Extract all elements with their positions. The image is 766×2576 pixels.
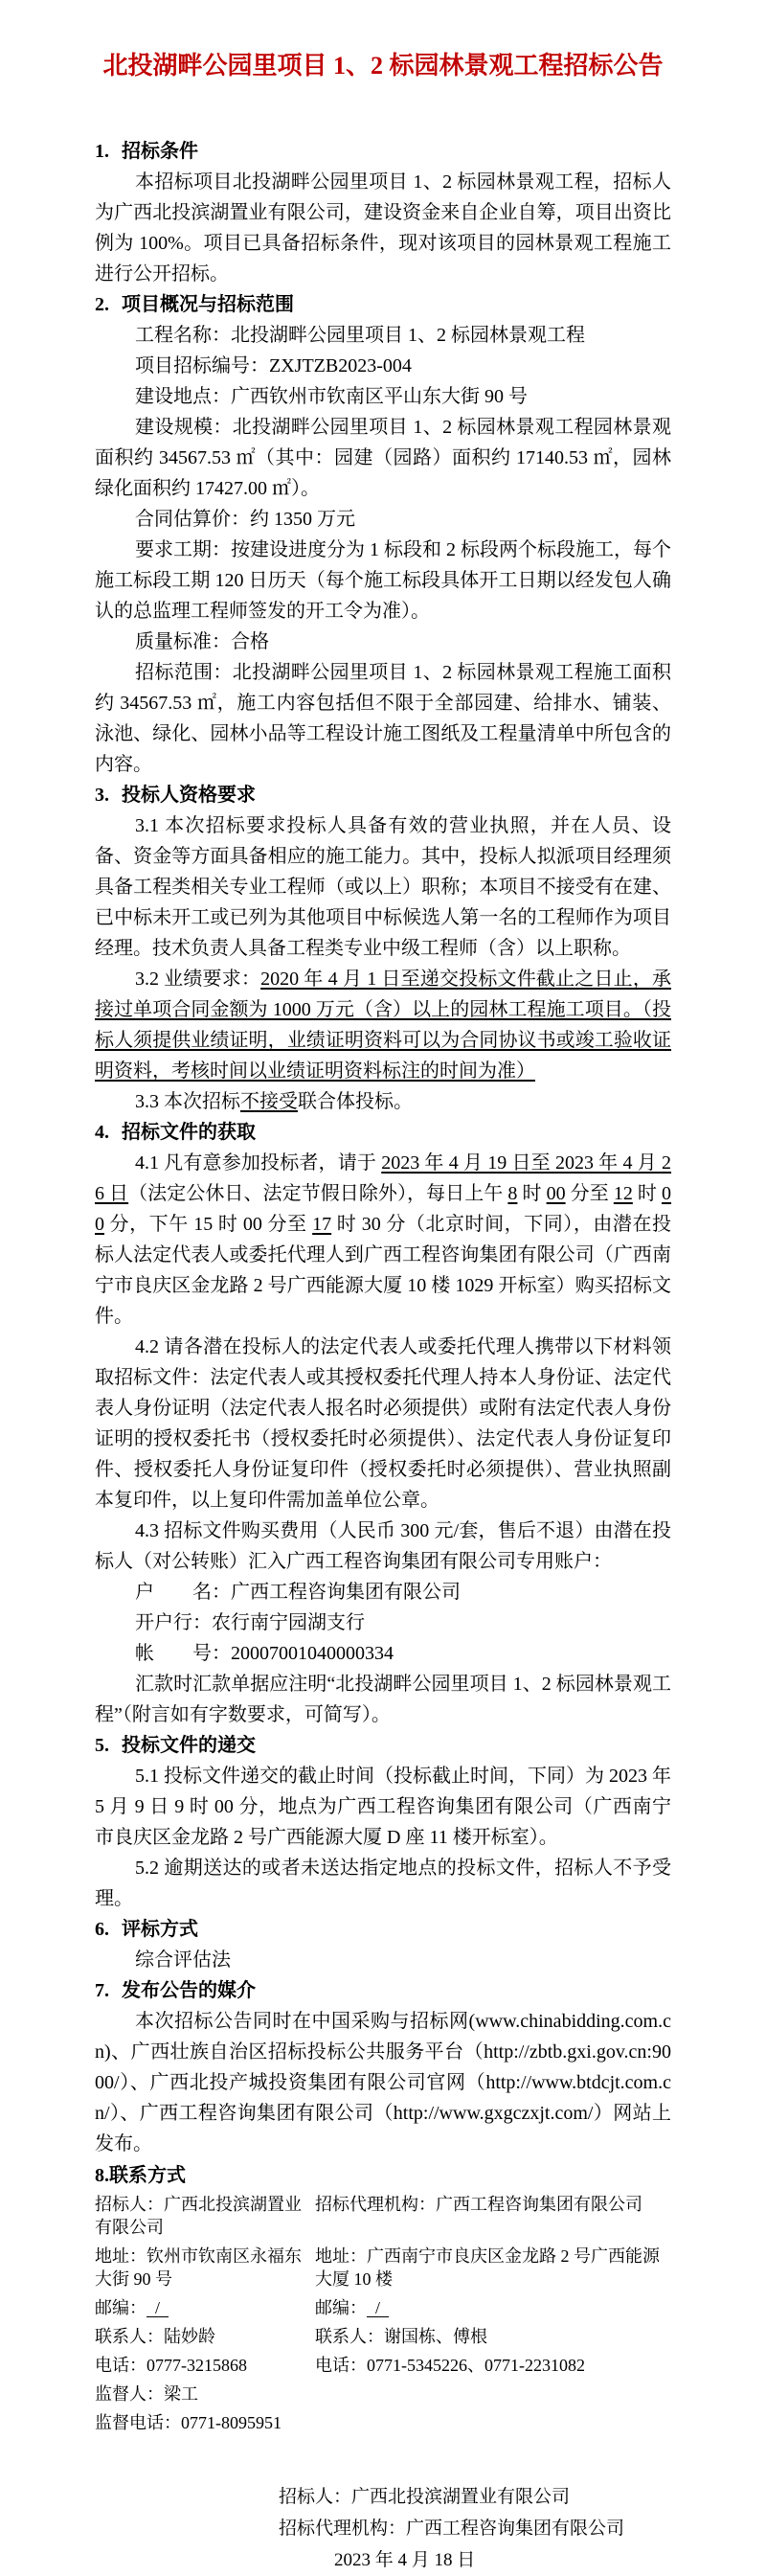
contact-right-cell — [315, 2325, 671, 2348]
text-run: 招标人：广西北投滨湖置业有限公司 — [95, 2195, 302, 2237]
document-content — [95, 0, 671, 2576]
contact-left-cell — [95, 2193, 315, 2239]
contact-right-cell — [315, 2296, 671, 2319]
text-run: 电话：0777-3215868 — [95, 2356, 247, 2375]
contact-left-cell — [95, 2325, 315, 2348]
contact-right-cell — [315, 2354, 671, 2377]
underlined-text-run: 2023 年 4 月 19 日至 2023 年 4 月 26 日 — [95, 1152, 672, 1204]
text-run: 开户行：农行南宁园湖支行 — [135, 1612, 365, 1633]
text-run: 本次招标公告同时在中国采购与招标网(www.chinabidding.com.cn)、广西壮族自治区招标投标公共服务平台（http://zbtb.gxi.gov.cn:9000/）、广西北投产城投资集团有限公司官网（http://www.btdcjt.com.cn/）、广西工程咨询集团有限公司（http://www.gxgczxjt.com/）网站上发布。 — [95, 2011, 671, 2154]
contact-right-cell — [315, 2245, 671, 2291]
contact-left-cell — [95, 2245, 315, 2291]
paragraph — [95, 1332, 671, 1516]
text-run: 地址：钦州市钦南区永福东大街 90 号 — [95, 2246, 302, 2289]
text-run: 要求工期：按建设进度分为 1 标段和 2 标段两个标段施工，每个施工标段工期 120 日历天（每个施工标段具体开工日期以经发包人确认的总监理工程师签发的开工令为准）。 — [95, 539, 671, 622]
section-heading — [95, 289, 671, 320]
text-run: 时 — [517, 1183, 547, 1204]
paragraph — [95, 1853, 671, 1914]
paragraph — [95, 412, 671, 504]
section-title: 发布公告的媒介 — [122, 1980, 256, 2001]
text-run: 帐 号：20007001040000334 — [135, 1643, 394, 1664]
text-run: 综合评估法 — [135, 1949, 231, 1971]
section-number: 7. — [95, 1980, 109, 2001]
text-run: 招标代理机构：广西工程咨询集团有限公司 — [315, 2195, 642, 2214]
paragraph — [95, 167, 671, 289]
document-section — [95, 780, 671, 1117]
text-run: 合同估算价：约 1350 万元 — [135, 509, 355, 530]
underlined-text-run: 不接受 — [240, 1091, 298, 1112]
section-heading — [95, 1914, 671, 1945]
section-number: 6. — [95, 1919, 109, 1940]
section-number: 1. — [95, 141, 109, 162]
document-section — [95, 1730, 671, 1914]
paragraph — [95, 1638, 671, 1669]
text-run: 联合体投标。 — [298, 1091, 413, 1112]
section-heading — [95, 780, 671, 810]
section-heading — [95, 1975, 671, 2006]
paragraph — [95, 535, 671, 627]
text-run: 汇款时汇款单据应注明“北投湖畔公园里项目 1、2 标园林景观工程”（附言如有字数要求，可简写）。 — [95, 1674, 671, 1725]
section-title: 招标文件的获取 — [122, 1122, 256, 1143]
paragraph — [95, 320, 671, 351]
paragraph — [95, 1607, 671, 1638]
document-title: 北投湖畔公园里项目 1、2 标园林景观工程招标公告 — [102, 52, 664, 80]
contact-section-heading: 8.联系方式 — [95, 2165, 186, 2186]
underlined-text-run: 00 — [546, 1183, 566, 1204]
text-run: 时 — [632, 1183, 663, 1204]
paragraph — [95, 1086, 671, 1117]
section-title: 招标条件 — [122, 141, 198, 162]
section-title: 评标方式 — [122, 1919, 198, 1940]
text-run: 4.3 招标文件购买费用（人民币 300 元/套，售后不退）由潜在投标人（对公转账）汇入广西工程咨询集团有限公司专用账户： — [95, 1520, 671, 1572]
text-run: 工程名称：北投湖畔公园里项目 1、2 标园林景观工程 — [135, 325, 585, 346]
text-run: 招标范围：北投湖畔公园里项目 1、2 标园林景观工程施工面积约 34567.53 ㎡，施工内容包括但不限于全部园建、给排水、铺装、泳池、绿化、园林小品等工程设计施工图纸及工程量清单中所包含的内容。 — [95, 662, 671, 775]
paragraph — [95, 1761, 671, 1853]
contact-left-cell — [95, 2296, 315, 2319]
signature-tenderer: 招标人：广西北投滨湖置业有限公司 — [279, 2487, 571, 2507]
text-run: 监督电话：0771-8095951 — [95, 2413, 282, 2432]
text-run: 4.2 请各潜在投标人的法定代表人或委托代理人携带以下材料领取招标文件：法定代表人或其授权委托代理人持本人身份证、法定代表人身份证明（法定代表人报名时必须提供）或附有法定代表人身份证明的授权委托书（授权委托时必须提供）、法定代表人身份证复印件、授权委托人身份证复印件（授权委托时必须提供）、营业执照副本复印件，以上复印件需加盖单位公章。 — [95, 1336, 671, 1511]
section-title: 投标文件的递交 — [122, 1735, 256, 1756]
section-title: 投标人资格要求 — [122, 785, 256, 806]
paragraph — [95, 1516, 671, 1577]
paragraph — [95, 657, 671, 780]
text-run: 4.1 凡有意参加投标者，请于 — [135, 1152, 382, 1174]
text-run: 质量标准：合格 — [135, 631, 269, 652]
text-run: 建设地点：广西钦州市钦南区平山东大街 90 号 — [135, 386, 528, 407]
paragraph — [95, 810, 671, 964]
underlined-text-run: / — [146, 2298, 169, 2317]
paragraph — [95, 1669, 671, 1730]
paragraph — [95, 2006, 671, 2159]
paragraph — [95, 627, 671, 657]
contact-left-cell — [95, 2382, 315, 2405]
section-number: 2. — [95, 294, 109, 315]
contact-right-cell — [315, 2193, 671, 2239]
underlined-text-run: 8 — [507, 1183, 518, 1204]
contact-section — [95, 2161, 671, 2437]
text-run: 时 30 分（北京时间，下同），由潜在投标人法定代表人或委托代理人到广西工程咨询集团有限公司（广西南宁市良庆区金龙路 2 号广西能源大厦 10 楼 1029 开标室）购买招标文件。 — [95, 1214, 672, 1327]
document-section — [95, 1914, 671, 1975]
text-run: 地址：广西南宁市良庆区金龙路 2 号广西能源大厦 10 楼 — [315, 2246, 660, 2289]
signature-block — [95, 2481, 671, 2576]
section-title: 项目概况与招标范围 — [122, 294, 294, 315]
underlined-text-run: / — [367, 2298, 390, 2317]
contact-left-cell — [95, 2411, 315, 2434]
section-heading — [95, 136, 671, 167]
contact-left-cell — [95, 2354, 315, 2377]
text-run: 本招标项目北投湖畔公园里项目 1、2 标园林景观工程，招标人为广西北投滨湖置业有限公司，建设资金来自企业自筹，项目出资比例为 100%。项目已具备招标条件，现对该项目的园林景观工程施工进行公开招标。 — [95, 171, 671, 285]
contact-grid — [95, 2190, 671, 2437]
text-run: 5.2 逾期送达的或者未送达指定地点的投标文件，招标人不予受理。 — [95, 1858, 671, 1909]
text-run: 监督人：梁工 — [95, 2384, 198, 2404]
text-run: 户 名：广西工程咨询集团有限公司 — [135, 1582, 461, 1603]
paragraph — [95, 964, 671, 1086]
text-run: 分至 — [565, 1183, 614, 1204]
section-heading — [95, 1730, 671, 1761]
paragraph — [95, 381, 671, 412]
text-run: 邮编： — [95, 2298, 146, 2317]
paragraph — [95, 504, 671, 535]
text-run: 项目招标编号：ZXJTZB2023-004 — [135, 355, 412, 376]
text-run: 3.2 业绩要求： — [135, 969, 261, 990]
sections-container — [95, 136, 671, 2159]
text-run: 建设规模：北投湖畔公园里项目 1、2 标园林景观工程园林景观面积约 34567.53 ㎡（其中：园建（园路）面积约 17140.53 ㎡，园林绿化面积约 17427.00 ㎡）。 — [95, 417, 671, 499]
text-run: 3.3 本次招标 — [135, 1091, 240, 1112]
text-run: 联系人：陆妙龄 — [95, 2327, 215, 2346]
underlined-text-run: 00 — [95, 1183, 672, 1235]
underlined-text-run: 12 — [613, 1183, 633, 1204]
document-section — [95, 1975, 671, 2159]
underlined-text-run: 17 — [312, 1214, 332, 1235]
signature-agency: 招标代理机构：广西工程咨询集团有限公司 — [279, 2519, 625, 2539]
text-run: 联系人：谢国栋、傅根 — [315, 2327, 487, 2346]
text-run: （法定公休日、法定节假日除外），每日上午 — [128, 1183, 508, 1204]
contact-right-cell — [315, 2382, 671, 2405]
document-section — [95, 1117, 671, 1730]
document-section — [95, 136, 671, 289]
text-run: 5.1 投标文件递交的截止时间（投标截止时间，下同）为 2023 年 5 月 9 日 9 时 00 分，地点为广西工程咨询集团有限公司（广西南宁市良庆区金龙路 2 号广西能源大厦 D 座 11 楼开标室）。 — [95, 1766, 671, 1848]
text-run: 3.1 本次招标要求投标人具备有效的营业执照，并在人员、设备、资金等方面具备相应的施工能力。其中，投标人拟派项目经理须具备工程类相关专业工程师（或以上）职称；本项目不接受有在建、已中标未开工或已列为其他项目中标候选人第一名的工程师作为项目经理。技术负责人具备工程类专业中级工程师（含）以上职称。 — [95, 815, 671, 959]
text-run: 分，下午 15 时 00 分至 — [104, 1214, 313, 1235]
signature-date: 2023 年 4 月 18 日 — [334, 2550, 476, 2570]
section-heading — [95, 1117, 671, 1148]
contact-right-cell — [315, 2411, 671, 2434]
paragraph — [95, 1148, 671, 1332]
paragraph — [95, 1577, 671, 1607]
text-run: 电话：0771-5345226、0771-2231082 — [315, 2356, 585, 2375]
paragraph — [95, 1945, 671, 1975]
section-number: 5. — [95, 1735, 109, 1756]
text-run: 邮编： — [315, 2298, 367, 2317]
underlined-text-run: 2020 年 4 月 1 日至递交投标文件截止之日止，承接过单项合同金额为 1000 万元（含）以上的园林工程施工项目。（投标人须提供业绩证明，业绩证明资料可以为合同协议书或竣工验收证明资料，考核时间以业绩证明资料标注的时间为准） — [95, 969, 672, 1082]
section-number: 4. — [95, 1122, 109, 1143]
section-number: 3. — [95, 785, 109, 806]
paragraph — [95, 351, 671, 381]
document-section — [95, 289, 671, 780]
